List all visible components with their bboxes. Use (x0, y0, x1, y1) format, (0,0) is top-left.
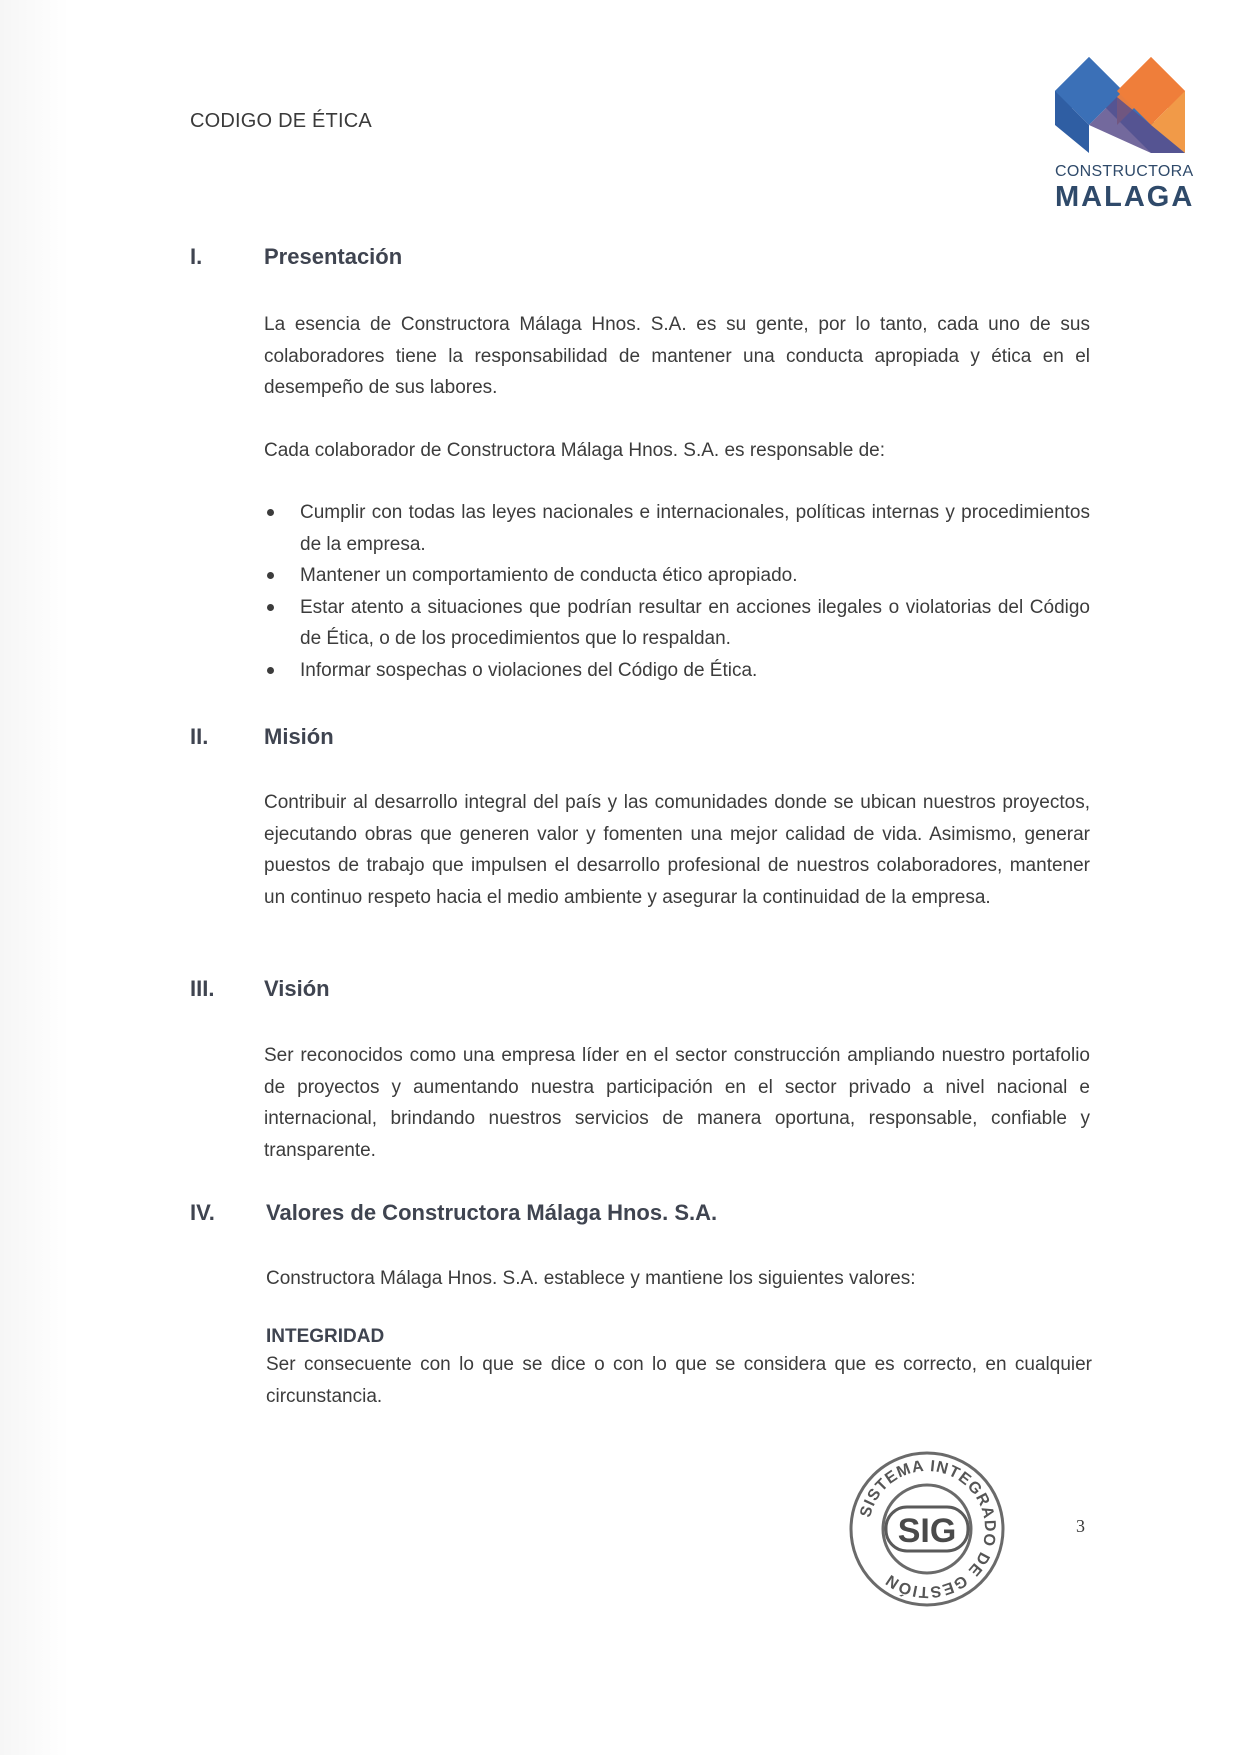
list-item: Estar atento a situaciones que podrían resultar en acciones ilegales o violatorias del Código de Ética, o de los procedimientos que lo respaldan. (264, 592, 1090, 655)
paragraph: Ser reconocidos como una empresa líder en el sector construcción ampliando nuestro portafolio de proyectos y aumentando nuestra participación en el sector privado a nivel nacional e internacional, brindando nuestros servicios de manera oportuna, responsable, confiable y transparente. (264, 1045, 1090, 1161)
bullet-icon (267, 667, 274, 674)
logo-text-malaga: MALAGA (1055, 181, 1195, 213)
scan-shadow (0, 0, 70, 1755)
seal-center-text: SIG (897, 1512, 957, 1550)
list-item: Cumplir con todas las leyes nacionales e internacionales, políticas internas y procedimientos de la empresa. (264, 497, 1090, 560)
section-number: II. (190, 724, 209, 749)
seal-icon (848, 1450, 1006, 1608)
logo-mark-icon (1055, 57, 1185, 157)
list-item: Informar sospechas o violaciones del Código de Ética. (264, 655, 1090, 687)
section-title: Presentación (264, 244, 403, 269)
logo-text-constructora: CONSTRUCTORA (1055, 163, 1194, 180)
paragraph: Contribuir al desarrollo integral del país y las comunidades donde se ubican nuestros proyectos, ejecutando obras que generen valor y fomenten una mejor calidad de vida. Asimismo, generar puestos de trabajo que impulsen el desarrollo profesional de nuestros colaboradores, mantener un continuo respeto hacia el medio ambiente y asegurar la continuidad de la empresa. (264, 792, 1090, 908)
paragraph: Constructora Málaga Hnos. S.A. establece y mantiene los siguientes valores: (266, 1268, 916, 1289)
bullet-list (264, 497, 1090, 686)
section-title: Visión (264, 976, 330, 1001)
paragraph: La esencia de Constructora Málaga Hnos. S.A. es su gente, por lo tanto, cada uno de sus colaboradores tiene la responsabilidad de mantener una conducta apropiada y ética en el desempeño de sus labores. (264, 314, 1090, 398)
section-number: III. (190, 976, 215, 1001)
bullet-icon (267, 572, 274, 579)
document-header-title: CODIGO DE ÉTICA (190, 110, 372, 132)
list-item: Mantener un comportamiento de conducta ético apropiado. (264, 560, 1090, 592)
bullet-icon (267, 604, 274, 611)
value-title: INTEGRIDAD (266, 1326, 385, 1347)
value-description: Ser consecuente con lo que se dice o con lo que se considera que es correcto, en cualquier circunstancia. (266, 1354, 1092, 1407)
paragraph: Cada colaborador de Constructora Málaga Hnos. S.A. es responsable de: (264, 440, 886, 461)
seal-ring-text: SISTEMA INTEGRADO DE GESTIÓN (857, 1457, 999, 1601)
page-number: 3 (1076, 1516, 1085, 1536)
sig-seal-stamp (848, 1450, 1006, 1608)
section-number: I. (190, 244, 203, 269)
company-logo (1055, 57, 1195, 217)
section-title: Valores de Constructora Málaga Hnos. S.A. (266, 1200, 718, 1225)
bullet-icon (267, 509, 274, 516)
section-title: Misión (264, 724, 334, 749)
section-number: IV. (190, 1200, 215, 1225)
